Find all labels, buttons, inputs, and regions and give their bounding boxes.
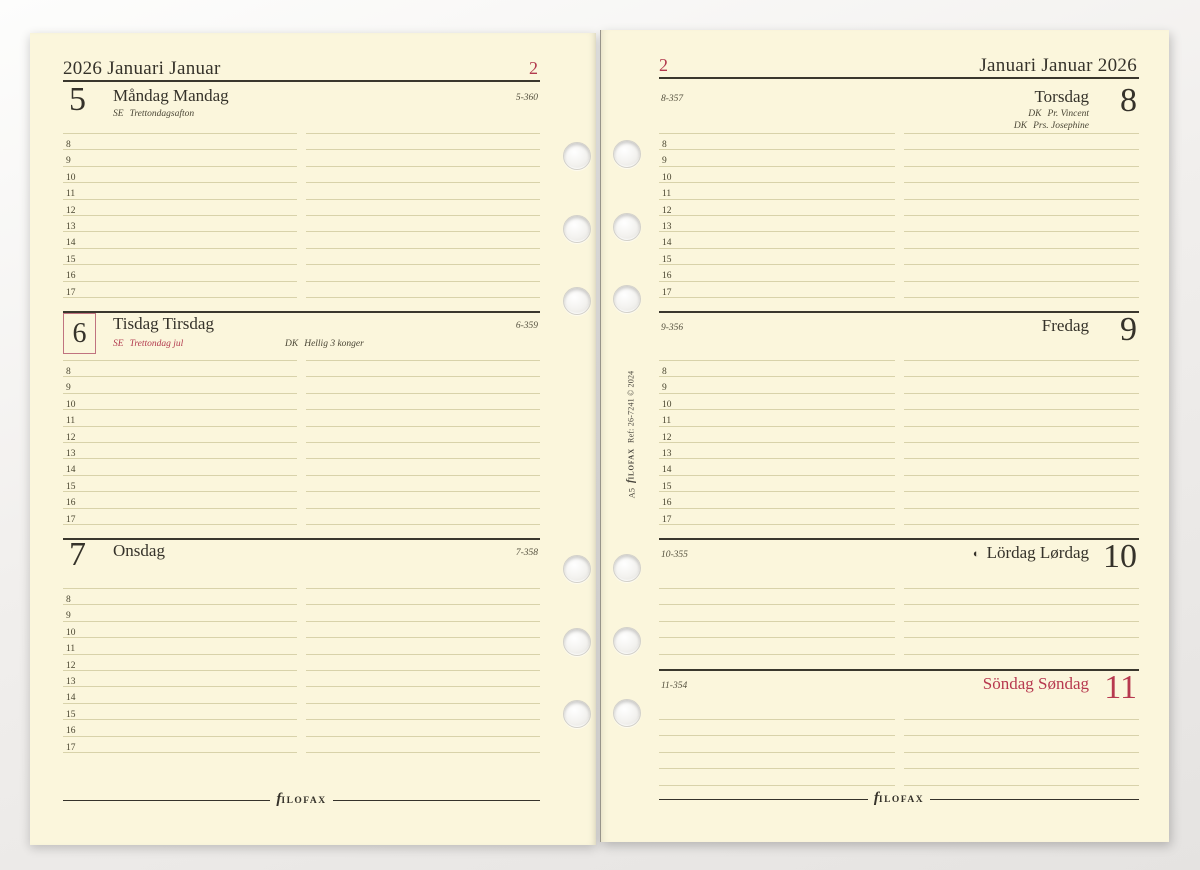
thursday-note-1-label: Pr. Vincent [1047,109,1089,119]
saturday-day-of-year: 10-355 [661,550,688,560]
thursday-day-name: Torsdag [1034,87,1089,106]
hour-label: 17 [66,287,76,298]
hour-label: 16 [662,498,672,509]
filofax-logo-f: f [873,790,879,806]
monday-header [63,81,540,133]
hour-label: 11 [662,189,672,200]
spine-ref-number: Ref: 26-7241 © 2024 [626,370,636,443]
hour-label: 14 [66,238,76,249]
left-month-title: 2026 Januari Januar [63,58,221,79]
hour-label: 17 [662,514,672,525]
left-page [30,33,596,845]
wednesday-hour-grid [63,588,540,752]
moon-phase-icon: ◐ [972,548,980,560]
tuesday-day-number: 6 [72,317,87,349]
punch-hole [563,215,591,243]
punch-hole [563,555,591,583]
sunday-lines [659,719,1139,801]
monday-day-number: 5 [69,81,86,118]
sunday-day-of-year: 11-354 [661,681,688,691]
hour-label: 13 [662,221,672,232]
monday-holiday-note [113,109,194,119]
hour-label: 11 [66,644,76,655]
saturday-day-name-text: Lördag Lørdag [986,543,1089,562]
hour-label: 8 [662,140,667,150]
right-page-header [659,55,1139,79]
punch-hole [613,627,641,655]
hour-label: 16 [66,726,76,737]
filofax-logo-rest: ILOFAX [627,447,636,480]
punch-hole [613,213,641,241]
sunday-day-number: 11 [1104,669,1137,706]
tuesday-day-name: Tisdag Tirsdag [113,314,214,333]
thursday-day-number: 8 [1120,82,1137,119]
hour-label: 12 [66,432,76,443]
wednesday-day-of-year: 7-358 [515,548,538,558]
left-page-header [63,58,540,82]
saturday-lines [659,588,1139,670]
tuesday-day-number-box [63,313,96,354]
hour-label: 11 [66,416,76,427]
hour-label: 12 [662,205,672,216]
left-footer [63,791,540,807]
friday-day-of-year: 9-356 [661,323,684,333]
hour-label: 14 [662,465,672,476]
hour-label: 14 [66,693,76,704]
monday-day-name: Måndag Mandag [113,86,229,105]
hour-label: 10 [662,172,672,183]
hour-label: 12 [662,432,672,443]
punch-hole [613,699,641,727]
thursday-note-1 [1028,109,1089,119]
saturday-header [659,538,1139,590]
tuesday-header [63,313,540,361]
wednesday-header [63,536,540,588]
friday-day-number: 9 [1120,311,1137,348]
hour-label: 10 [66,627,76,638]
monday-hour-grid [63,133,540,297]
punch-hole [563,628,591,656]
hour-label: 10 [66,172,76,183]
spine-ref-text [625,370,638,500]
hour-label: 17 [662,287,672,298]
hour-label: 13 [662,448,672,459]
hour-label: 8 [66,595,71,605]
right-page [600,30,1169,842]
hour-label: 15 [66,254,76,265]
monday-day-of-year: 5-360 [515,93,538,103]
thursday-note-1-country: DK [1028,109,1042,119]
hour-label: 9 [66,383,71,394]
hour-label: 15 [66,709,76,720]
thursday-hour-grid [659,133,1139,297]
hour-label: 13 [66,448,76,459]
punch-hole [613,140,641,168]
hour-label: 11 [66,189,76,200]
hour-label: 12 [66,205,76,216]
filofax-logo [868,790,930,806]
hour-label: 13 [66,221,76,232]
friday-hour-grid [659,360,1139,524]
saturday-day-name [973,543,1089,563]
tuesday-day-of-year: 6-359 [515,321,538,331]
right-week-number: 2 [659,55,668,75]
monday-holiday-label: Trettondagsafton [129,109,195,119]
filofax-logo-rest: ILOFAX [281,796,327,806]
sunday-day-name: Söndag Søndag [982,674,1089,693]
hour-label: 10 [662,399,672,410]
saturday-sunday-divider [659,669,1139,671]
hour-label: 12 [66,660,76,671]
tuesday-hour-grid [63,360,540,524]
saturday-day-number: 10 [1103,538,1137,575]
hour-label: 17 [66,514,76,525]
thursday-note-2-label: Prs. Josephine [1033,121,1089,131]
hour-label: 15 [662,481,672,492]
filofax-logo-f: f [625,479,637,483]
left-week-number: 2 [529,58,538,78]
punch-hole [613,285,641,313]
hour-label: 15 [662,254,672,265]
tuesday-holiday-note-se [113,339,183,349]
punch-hole [563,287,591,315]
hour-label: 8 [66,140,71,150]
tuesday-holiday-label-dk: Hellig 3 konger [304,339,364,349]
punch-hole [563,142,591,170]
hour-label: 16 [66,271,76,282]
hour-label: 13 [66,676,76,687]
hour-label: 9 [662,156,667,167]
hour-label: 8 [662,367,667,377]
friday-saturday-divider [659,538,1139,540]
tuesday-holiday-country-dk: DK [285,339,299,349]
thursday-friday-divider [659,311,1139,313]
hour-label: 14 [66,465,76,476]
thursday-header [659,82,1139,134]
hour-label: 14 [662,238,672,249]
tuesday-holiday-note-dk [285,339,364,349]
right-footer [659,790,1139,806]
punch-hole [563,700,591,728]
wednesday-day-number: 7 [69,536,86,573]
friday-day-name: Fredag [1041,316,1089,335]
hour-label: 11 [662,416,672,427]
punch-hole [613,554,641,582]
wednesday-day-name: Onsdag [113,541,165,560]
monday-holiday-country: SE [113,109,124,119]
tuesday-holiday-country-se: SE [113,339,124,349]
thursday-note-2 [1014,121,1089,131]
filofax-logo-rest: ILOFAX [878,795,925,805]
sunday-header [659,669,1139,721]
friday-header [659,311,1139,363]
hour-label: 10 [66,399,76,410]
filofax-logo-f: f [276,791,282,807]
hour-label: 8 [66,367,71,377]
thursday-day-of-year: 8-357 [661,94,684,104]
spine-size-label: A5 [626,487,636,499]
hour-label: 17 [66,742,76,753]
thursday-note-2-country: DK [1013,121,1028,131]
hour-label: 16 [66,498,76,509]
hour-label: 9 [662,383,667,394]
filofax-logo [626,448,637,483]
hour-label: 16 [662,271,672,282]
tuesday-holiday-label-se: Trettondag jul [129,339,184,349]
right-month-title: Januari Januar 2026 [979,55,1137,76]
hour-label: 15 [66,481,76,492]
filofax-logo [270,791,332,807]
hour-label: 9 [66,611,71,622]
hour-label: 9 [66,156,71,167]
